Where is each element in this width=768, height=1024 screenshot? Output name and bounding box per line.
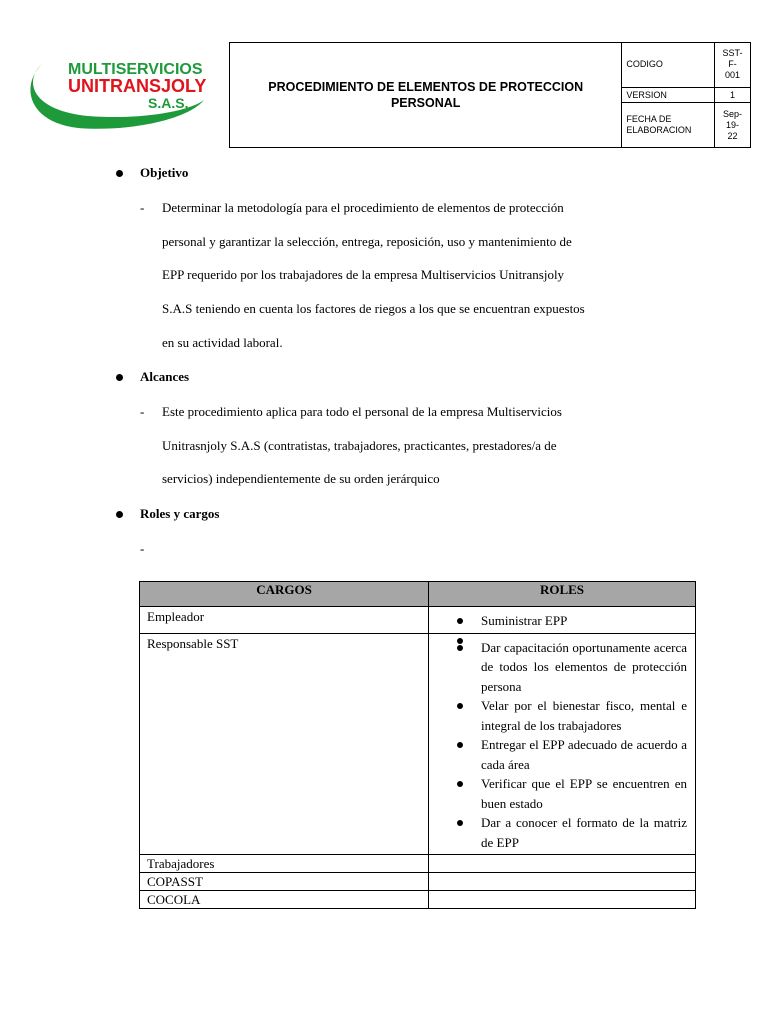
bullet-icon: [116, 170, 123, 177]
cargo-cell: COPASST: [140, 873, 429, 891]
table-row: [140, 607, 696, 634]
roles-cell: [429, 607, 696, 634]
fecha-label: FECHA DE ELABORACION: [622, 103, 715, 148]
table-row: [140, 873, 696, 891]
column-header-cargos: CARGOS: [140, 582, 429, 607]
bullet-icon: [116, 374, 123, 381]
list-item: Dar a conocer el formato de la matriz de EPP: [455, 813, 687, 852]
text-line: Este procedimiento aplica para todo el personal de la empresa Multiservicios: [162, 404, 562, 419]
cargo-cell: Trabajadores: [140, 855, 429, 873]
roles-cell: [429, 633, 696, 855]
list-item: Velar por el bienestar fisco, mental e integral de los trabajadores: [455, 696, 687, 735]
bullet-icon: [457, 820, 463, 826]
section-heading: Alcances: [140, 369, 190, 384]
list-item: Dar capacitación oportunamente acerca de todos los elementos de protección persona: [455, 638, 687, 697]
roles-cell: [429, 873, 696, 891]
text-line: Determinar la metodología para el procedimiento de elementos de protección: [162, 200, 564, 215]
list-item: Entregar el EPP adecuado de acuerdo a cada área: [455, 735, 687, 774]
roles-cell: [429, 891, 696, 909]
table-row: [140, 633, 696, 855]
version-label: VERSION: [622, 87, 715, 103]
logo-line3: S.A.S.: [148, 95, 189, 111]
column-header-roles: ROLES: [429, 582, 696, 607]
text-line: EPP requerido por los trabajadores de la empresa Multiservicios Unitransjoly: [162, 267, 565, 282]
document-header-table: [229, 42, 751, 148]
text-line: Unitrasnjoly S.A.S (contratistas, trabajadores, practicantes, prestadores/a de: [162, 438, 557, 453]
text-line: en su actividad laboral.: [162, 335, 283, 350]
list-item: Suministrar EPP: [455, 611, 687, 631]
logo-line1: MULTISERVICIOS: [68, 61, 203, 78]
table-row: [140, 891, 696, 909]
bullet-icon: [457, 618, 463, 624]
logo-line2: UNITRANSJOLY: [68, 76, 207, 96]
codigo-value: SST-F-001: [714, 43, 750, 88]
codigo-label: CODIGO: [622, 43, 715, 88]
section-heading: Objetivo: [140, 165, 189, 180]
text-line: personal y garantizar la selección, entrega, reposición, uso y mantenimiento de: [162, 234, 572, 249]
cargo-cell: COCOLA: [140, 891, 429, 909]
bullet-icon: [457, 703, 463, 709]
cargo-cell: Responsable SST: [140, 633, 429, 855]
text-line: S.A.S teniendo en cuenta los factores de riegos a los que se encuentran expuestos: [162, 301, 585, 316]
cargo-cell: Empleador: [140, 607, 429, 634]
company-logo: [28, 50, 208, 130]
bullet-icon: [457, 645, 463, 651]
table-row: [140, 855, 696, 873]
section-heading: Roles y cargos: [140, 506, 220, 521]
text-line: servicios) independientemente de su orden jerárquico: [162, 471, 440, 486]
bullet-icon: [457, 742, 463, 748]
list-item: Verificar que el EPP se encuentren en buen estado: [455, 774, 687, 813]
fecha-value: Sep-19-22: [714, 103, 750, 148]
bullet-icon: [457, 781, 463, 787]
document-title: PROCEDIMIENTO DE ELEMENTOS DE PROTECCION PERSONAL: [230, 43, 622, 148]
version-value: 1: [714, 87, 750, 103]
roles-cell: [429, 855, 696, 873]
bullet-icon: [116, 511, 123, 518]
roles-table: [139, 581, 696, 909]
